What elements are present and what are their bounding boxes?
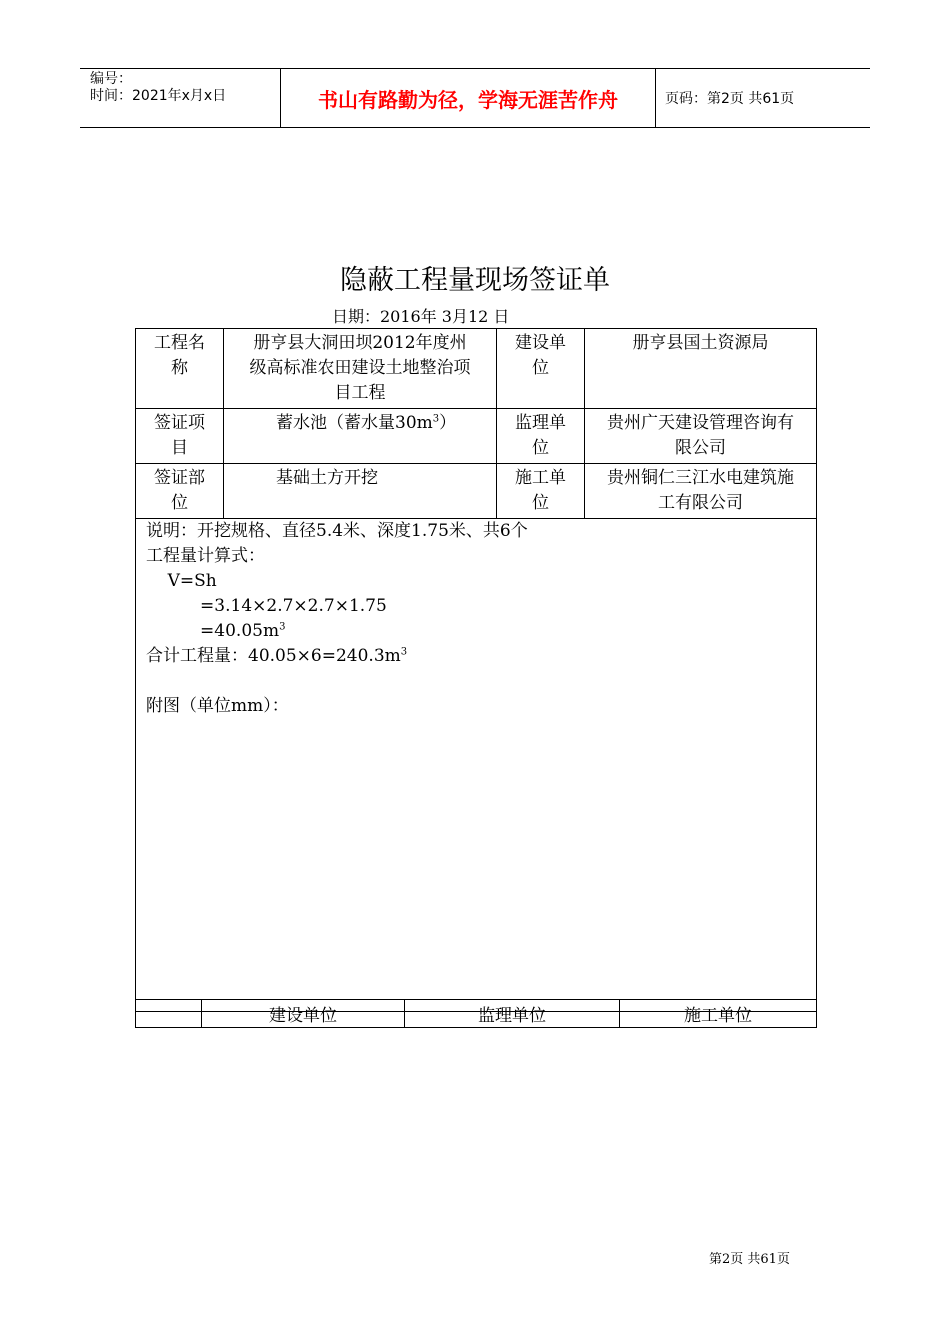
item-label: 签证项 目 (136, 409, 224, 464)
page-header (80, 68, 870, 128)
time-label: 时间：2021年x月x日 (90, 88, 227, 104)
description-line: 说明：开挖规格、直径5.4米、深度1.75米、共6个 (146, 521, 528, 541)
calc-formula: V=Sh (146, 571, 217, 591)
signature-build-unit: 建设单位 (202, 1000, 405, 1028)
calc-total: 合计工程量：$40.05\times 6=240.3m^3$ (146, 646, 408, 666)
calc-step-1: =3.14×2.7×2.7×1.75 (146, 596, 387, 616)
blank-line (146, 669, 806, 694)
contractor-value: 贵州铜仁三江水电建筑施 工有限公司 (585, 464, 817, 519)
form-row-description (136, 519, 817, 1012)
header-meta (90, 71, 226, 105)
signature-supervisor: 监理单位 (405, 1000, 620, 1028)
calc-heading: 工程量计算式： (146, 546, 265, 566)
form-row-project (136, 329, 817, 409)
attachment-label: 附图（单位mm）： (146, 696, 289, 716)
certificate-form (135, 328, 817, 1012)
project-name-value: 册亨县大洞田坝2012年度州 级高标准农田建设土地整治项 目工程 (224, 329, 497, 409)
signature-contractor: 施工单位 (620, 1000, 817, 1028)
header-page-info: 页码：第2页 共61页 (665, 91, 795, 107)
form-row-part (136, 464, 817, 519)
signature-blank-cell (136, 1000, 202, 1028)
description-cell (136, 519, 817, 1012)
page-footer: 第2页 共61页 (709, 1252, 790, 1267)
supervisor-value: 贵州广天建设管理咨询有 限公司 (585, 409, 817, 464)
project-name-label: 工程名 称 (136, 329, 224, 409)
item-value: 蓄水池（蓄水量$30m^3$） (224, 409, 497, 464)
part-value: 基础土方开挖 (224, 464, 497, 519)
signature-headers (136, 1000, 817, 1028)
part-label: 签证部 位 (136, 464, 224, 519)
build-unit-value: 册亨县国土资源局 (585, 329, 817, 409)
document-title: 隐蔽工程量现场签证单 (340, 265, 610, 296)
signature-row (135, 999, 817, 1028)
serial-label: 编号： (90, 71, 132, 87)
contractor-label: 施工单 位 (497, 464, 585, 519)
supervisor-label: 监理单 位 (497, 409, 585, 464)
build-unit-label: 建设单 位 (497, 329, 585, 409)
document-date: 日期：2016年 3月12 日 (332, 307, 510, 326)
calc-step-2: $=40.05m^3$ (146, 621, 286, 641)
form-row-item (136, 409, 817, 464)
header-motto: 书山有路勤为径，学海无涯苦作舟 (280, 69, 656, 127)
